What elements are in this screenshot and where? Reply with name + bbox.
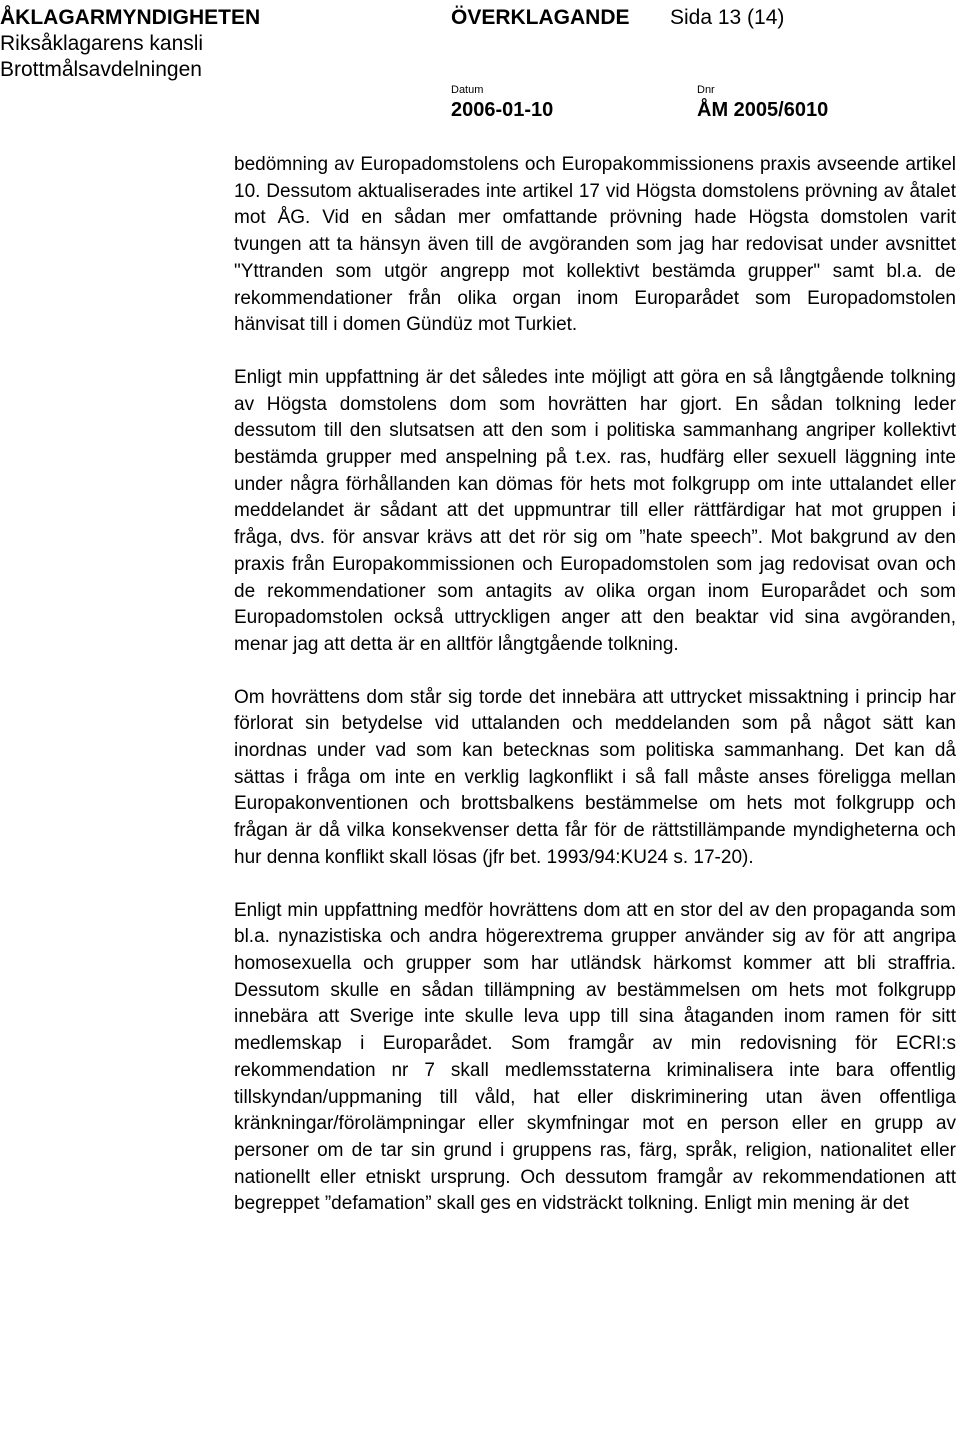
page-number: Sida 13 (14) xyxy=(670,6,785,29)
document-date: 2006-01-10 xyxy=(451,99,554,121)
document-type: ÖVERKLAGANDE xyxy=(451,6,630,29)
document-header xyxy=(0,0,960,130)
paragraph: Enligt min uppfattning är det således inte möjligt att göra en så långtgående tolkning av Högsta domstolens dom som hovrätten har gjort. En sådan tolkning leder dessutom till den slutsatsen att den som i politiska sammanhang angriper kollektivt bestämda grupper med anspelning på t.ex. ras, hudfärg eller sexuell läggning inte under några förhållanden kan dömas för hets mot folkgrupp om inte uttalandet eller meddelandet är sådant att det uppmuntrar till eller rättfärdigar hat mot gruppen i fråga, dvs. för ansvar krävs att det rör sig om ”hate speech”. Mot bakgrund av den praxis från Europakommissionen och Europadomstolen som jag redovisat ovan och de rekommendationer som antagits av olika organ inom Europarådet och som Europadomstolen också uttryckligen anger att den beaktar vid sina avgöranden, menar jag att detta är en alltför långtgående tolkning. xyxy=(234,366,956,655)
dnr-label: Dnr xyxy=(697,84,715,96)
paragraph: bedömning av Europadomstolens och Europakommissionens praxis avseende artikel 10. Dessutom aktualiserades inte artikel 17 vid Högsta domstolens prövning av åtalet mot ÅG. Vid en sådan mer omfattande prövning hade Högsta domstolen varit tvungen att ta hänsyn även till de avgöranden som jag har redovisat under avsnittet "Yttranden som utgör angrepp mot kollektivt bestämda grupper" samt bl.a. de rekommendationer från olika organ inom Europarådet som Europadomstolen hänvisat till i domen Gündüz mot Turkiet. xyxy=(234,154,956,336)
agency-name: ÅKLAGARMYNDIGHETEN xyxy=(0,6,261,29)
case-number: ÅM 2005/6010 xyxy=(697,99,829,121)
date-label: Datum xyxy=(451,84,484,96)
paragraph-gap xyxy=(234,339,956,365)
document-body xyxy=(234,152,956,1218)
office-name: Riksåklagarens kansli xyxy=(0,32,204,55)
paragraph: Enligt min uppfattning medför hovrättens dom att en stor del av den propaganda som bl.a. nynazistiska och andra högerextrema grupper använder sig av för att angripa homosexuella och grupper som har utländsk härkomst kommer att bli straffria. Dessutom skulle en sådan tillämpning av bestämmelsen om hets mot folkgrupp innebära att Sverige inte skulle leva upp till sina åtaganden inom ramen för sitt medlemskap i Europarådet. Som framgår av min redovisning för ECRI:s rekommendation nr 7 skall medlemsstaterna kriminalisera inte bara offentlig tillskyndan/uppmaning till våld, hat eller diskriminering utan även offentliga kränkningar/förolämpningar eller skymfningar mot en person eller en grupp av personer om de tar sin grund i gruppens ras, färg, språk, religion, nationalitet eller nationellt eller etniskt ursprung. Och dessutom framgår av rekommendationen att begreppet ”defamation” skall ges en vidsträckt tolkning. Enligt min mening är det xyxy=(234,899,956,1215)
paragraph-gap xyxy=(234,872,956,898)
paragraph: Om hovrättens dom står sig torde det innebära att uttrycket missaktning i princip har förlorat sin betydelse vid uttalanden och meddelanden som på något sätt kan inordnas under vad som kan betecknas som politiska sammanhang. Det kan då sättas i fråga om inte en verklig lagkonflikt i så fall måste anses föreligga mellan Europakonventionen och brottsbalkens bestämmelse om hets mot folkgrupp och frågan är då vilka konsekvenser detta får för de rättstillämpande myndigheterna och hur denna konflikt skall lösas (jfr bet. 1993/94:KU24 s. 17-20). xyxy=(234,686,956,868)
division-name: Brottmålsavdelningen xyxy=(0,58,202,81)
paragraph-gap xyxy=(234,659,956,685)
